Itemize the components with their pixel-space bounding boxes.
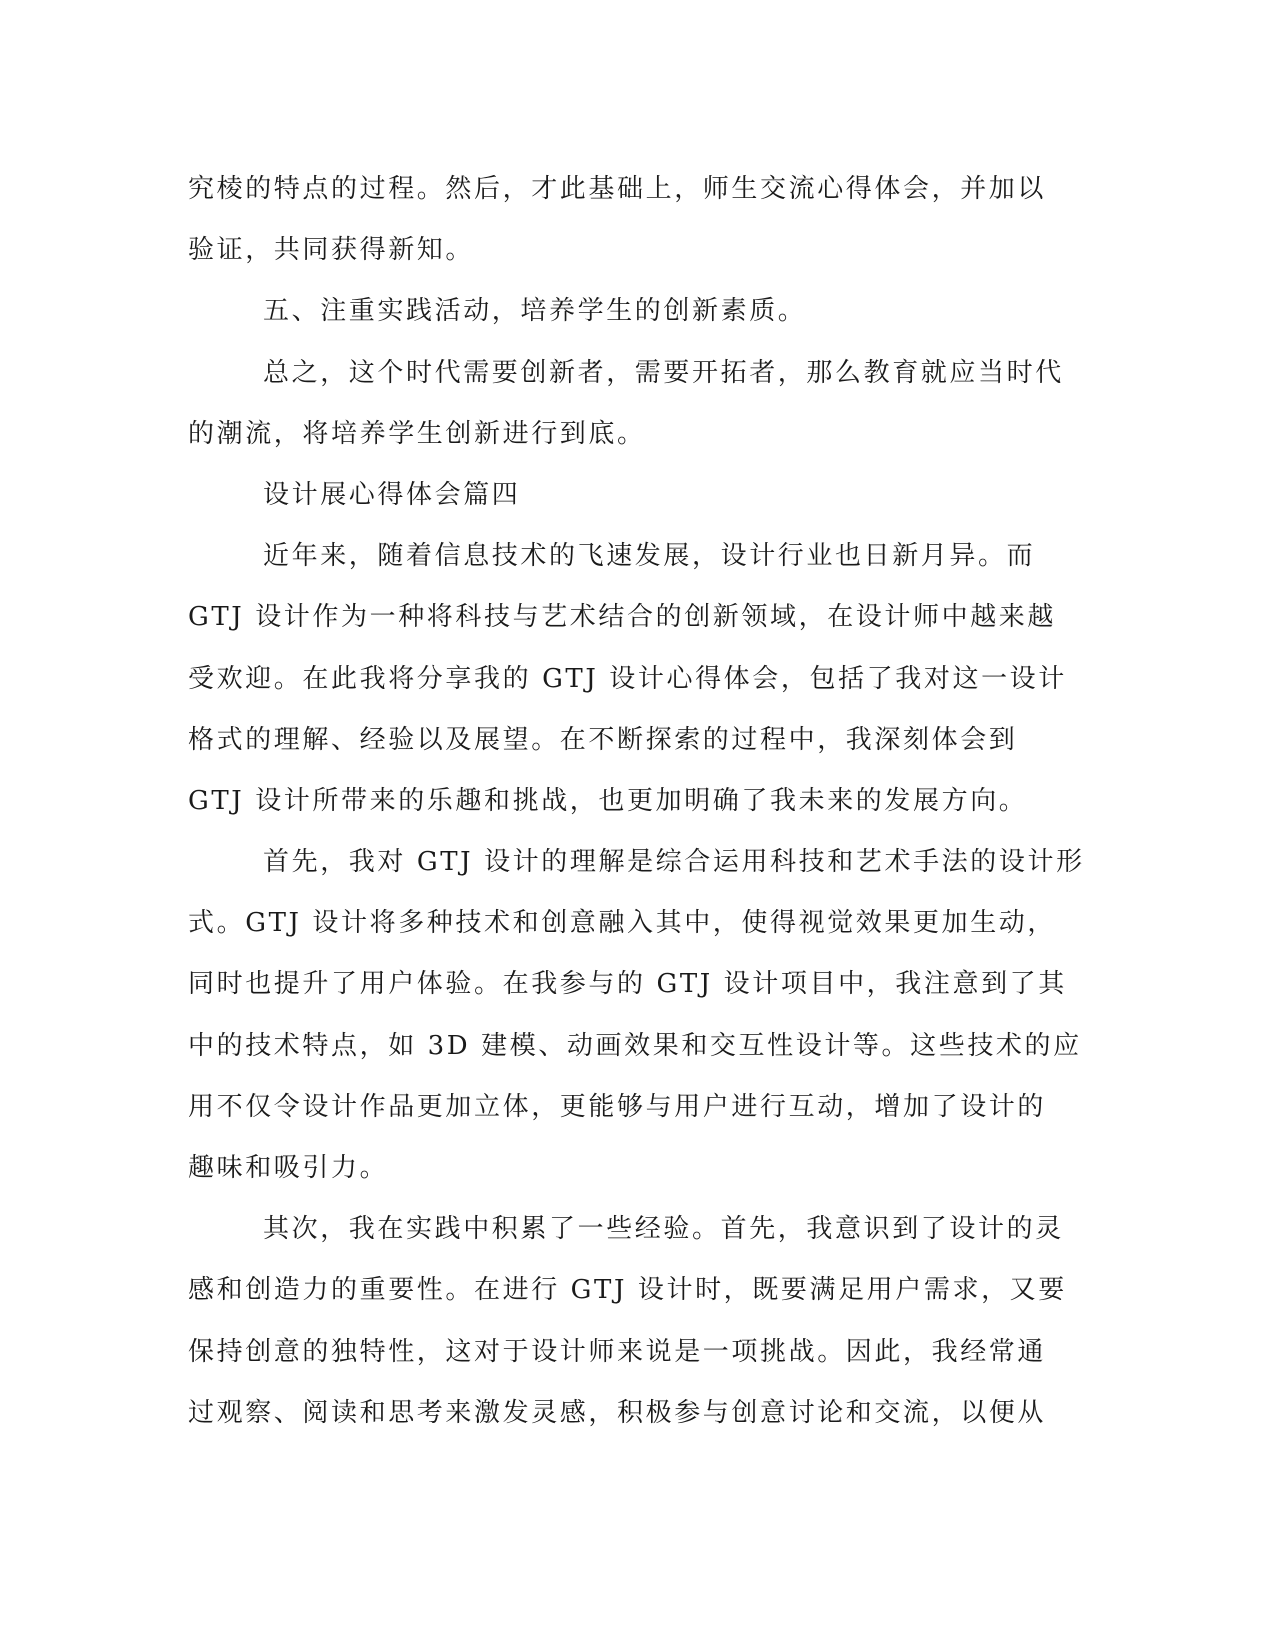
text-line: 的潮流，将培养学生创新进行到底。 [188, 418, 646, 449]
text-line: 保持创意的独特性，这对于设计师来说是一项挑战。因此，我经常通 [188, 1336, 1047, 1367]
text-line: 其次，我在实践中积累了一些经验。首先，我意识到了设计的灵 [263, 1214, 1064, 1245]
text-line: 近年来，随着信息技术的飞速发展，设计行业也日新月异。而 [263, 541, 1036, 572]
text-line: 过观察、阅读和思考来激发灵感，积极参与创意讨论和交流，以便从 [188, 1397, 1047, 1428]
text-line: 同时也提升了用户体验。在我参与的 GTJ 设计项目中，我注意到了其 [188, 969, 1067, 1000]
text-line: 究棱的特点的过程。然后，才此基础上，师生交流心得体会，并加以 [188, 174, 1047, 204]
text-line: 受欢迎。在此我将分享我的 GTJ 设计心得体会，包括了我对这一设计 [188, 663, 1067, 694]
text-line: 中的技术特点，如 3D 建模、动画效果和交互性设计等。这些技术的应 [188, 1030, 1082, 1061]
text-line: 用不仅令设计作品更加立体，更能够与用户进行互动，增加了设计的 [188, 1091, 1047, 1122]
document-body [188, 159, 1088, 1444]
section-heading: 五、注重实践活动，培养学生的创新素质。 [263, 296, 807, 327]
text-line: 总之，这个时代需要创新者，需要开拓者，那么教育就应当时代 [263, 357, 1064, 388]
text-line: 感和创造力的重要性。在进行 GTJ 设计时，既要满足用户需求，又要 [188, 1275, 1067, 1306]
text-line: GTJ 设计作为一种将科技与艺术结合的创新领域，在设计师中越来越 [188, 602, 1056, 633]
text-line: 格式的理解、经验以及展望。在不断探索的过程中，我深刻体会到 [188, 724, 1018, 755]
text-line: GTJ 设计所带来的乐趣和挑战，也更加明确了我未来的发展方向。 [188, 785, 1028, 816]
text-line: 首先，我对 GTJ 设计的理解是综合运用科技和艺术手法的设计形 [263, 847, 1085, 878]
text-line: 趣味和吸引力。 [188, 1153, 389, 1183]
text-line: 验证，共同获得新知。 [188, 235, 475, 266]
text-line: 式。GTJ 设计将多种技术和创意融入其中，使得视觉效果更加生动， [188, 908, 1056, 939]
chapter-title: 设计展心得体会篇四 [263, 479, 521, 510]
